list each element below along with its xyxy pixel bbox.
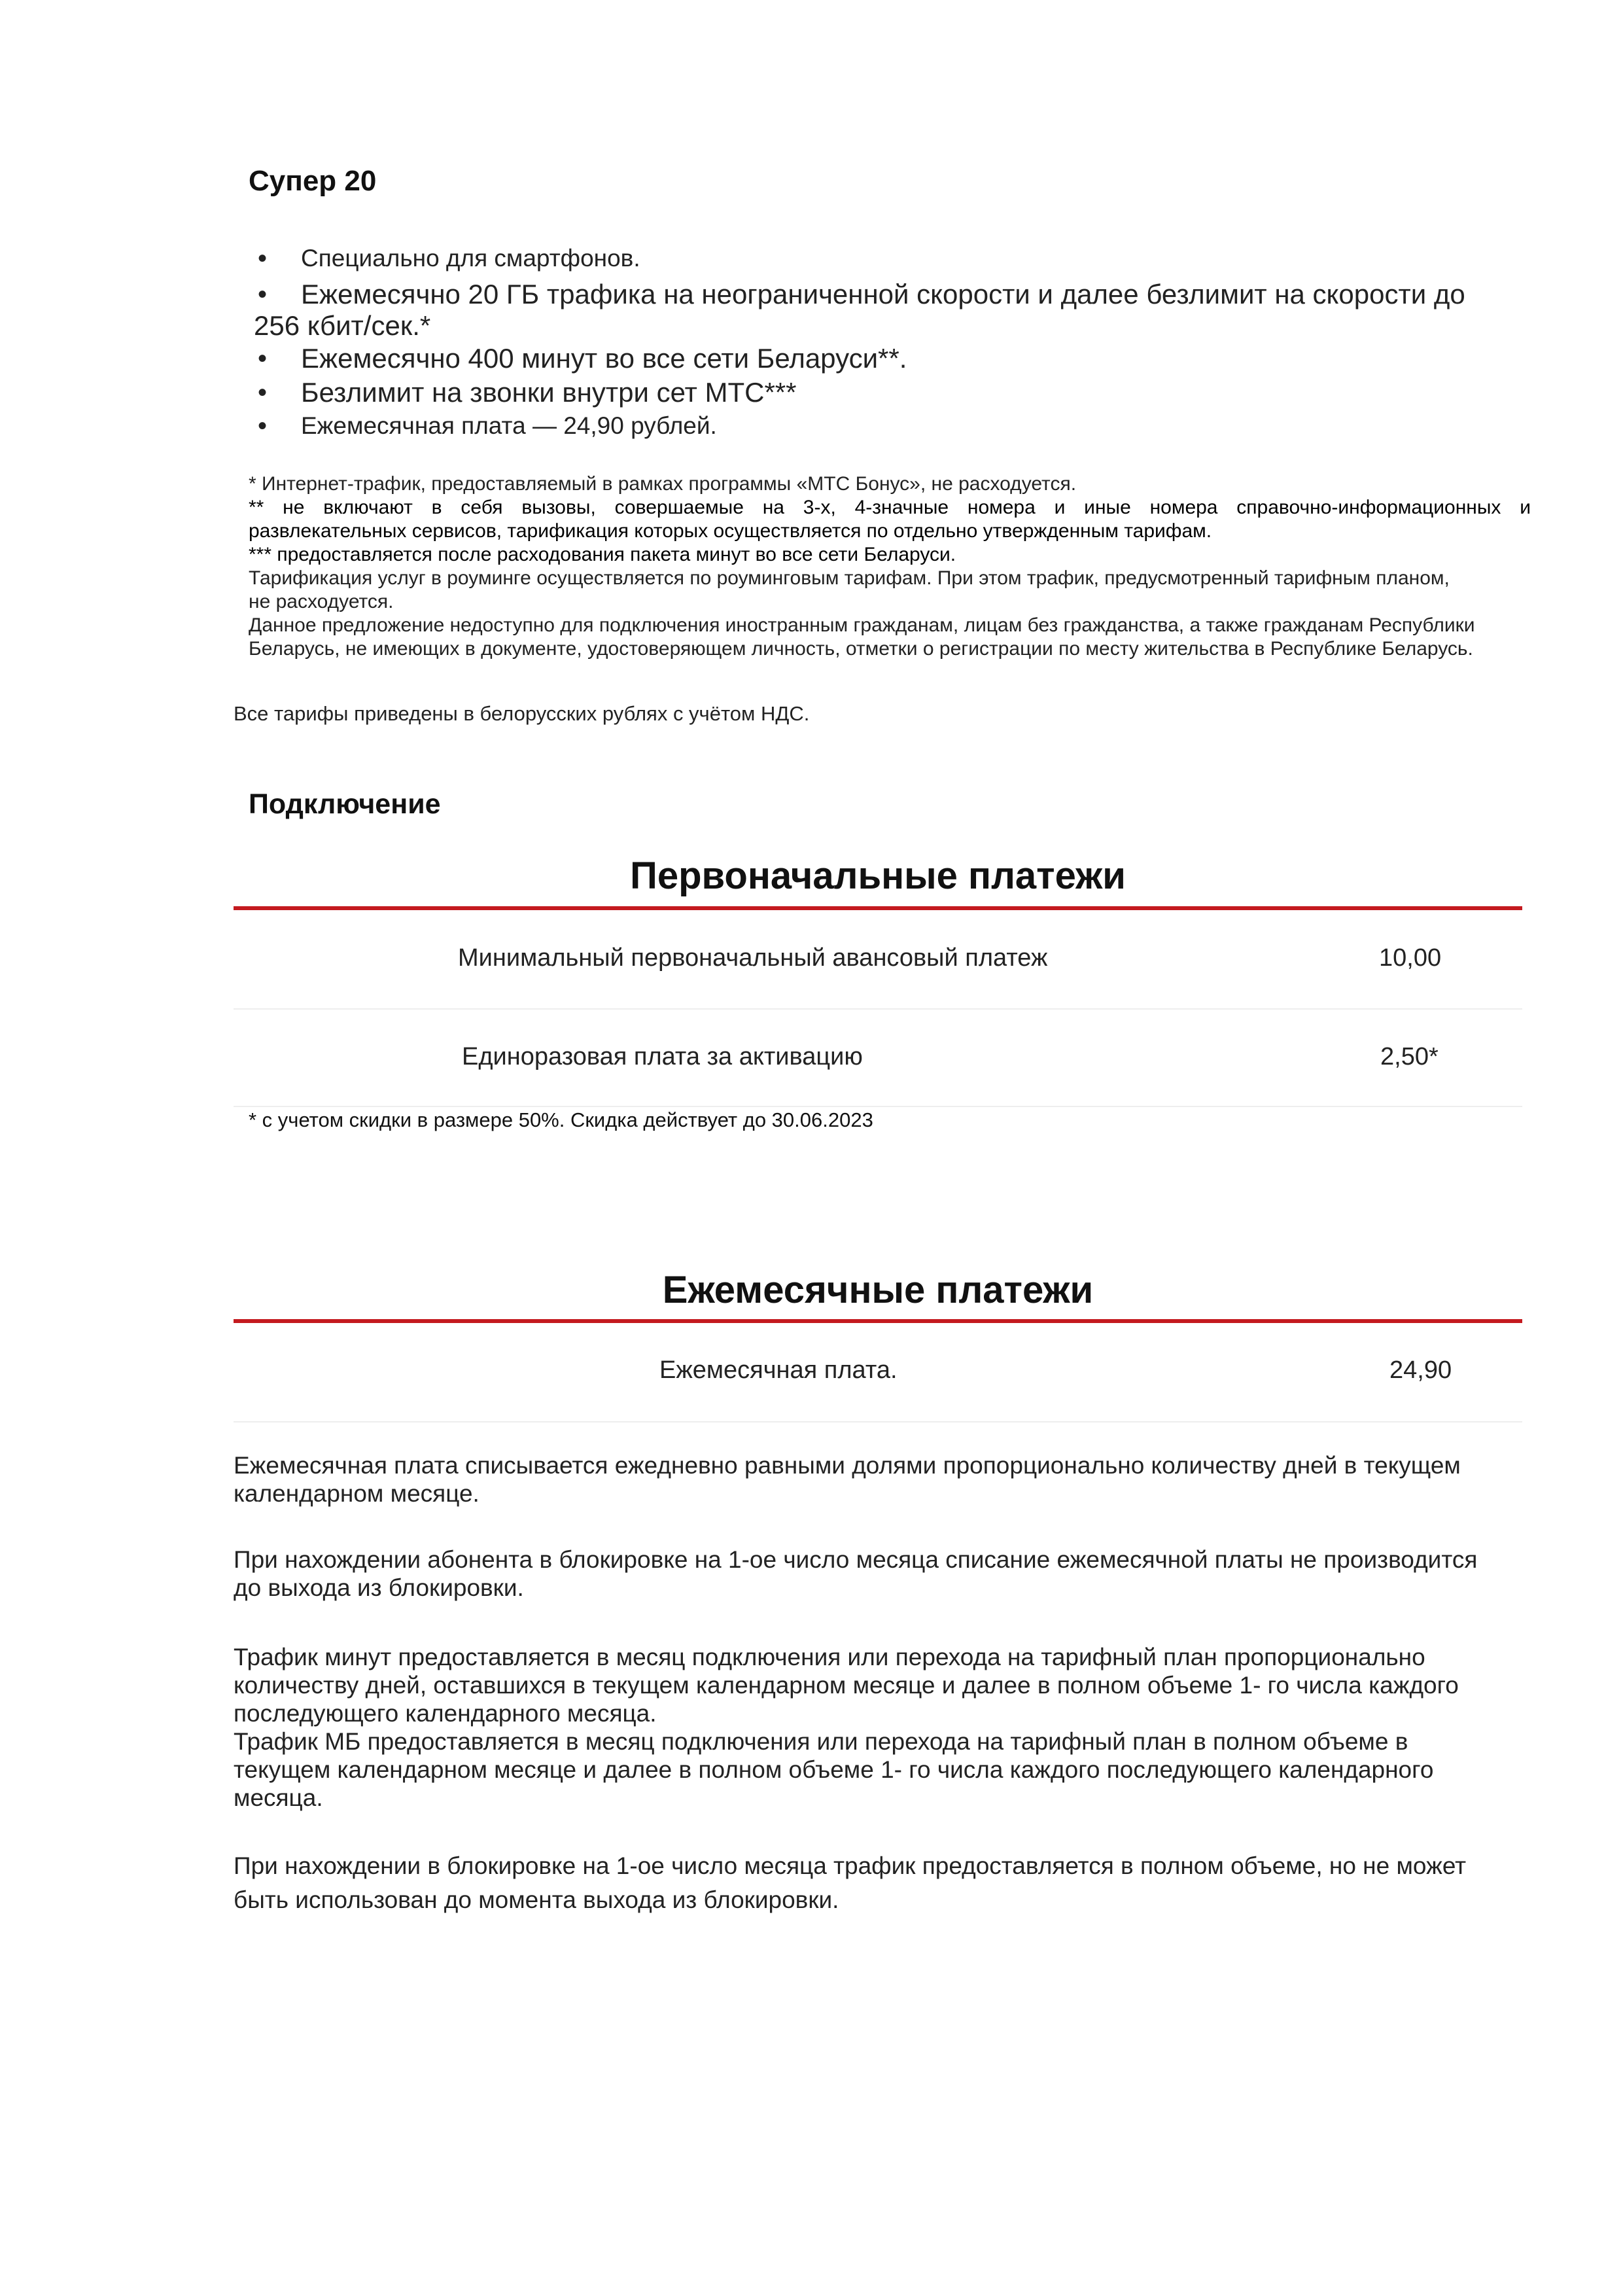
restriction-note-line-1: Данное предложение недоступно для подключения иностранным гражданам, лицам без гражданства, а также гражданам Республики: [249, 614, 1475, 636]
list-item: • Ежемесячная плата — 24,90 рублей.: [249, 410, 1544, 442]
initial-payments-divider: [234, 906, 1522, 910]
row-divider: [234, 1421, 1522, 1422]
initial-payments-title: Первоначальные платежи: [630, 855, 1126, 897]
discount-footnote: * с учетом скидки в размере 50%. Скидка действует до 30.06.2023: [249, 1108, 873, 1131]
roaming-note-line-1: Тарификация услуг в роуминге осуществляется по роуминговым тарифам. При этом трафик, предусмотренный тарифным планом,: [249, 567, 1450, 589]
roaming-note-line-2: не расходуется.: [249, 591, 394, 612]
footnotes-block: [249, 472, 1531, 661]
page-title: Супер 20: [249, 165, 377, 197]
bullet-icon: •: [258, 280, 268, 309]
bullet-icon: •: [258, 378, 268, 407]
paragraph-blocking-charge: При нахождении абонента в блокировке на 1-ое число месяца списание ежемесячной платы не производится до выхода из блокировки.: [234, 1546, 1478, 1601]
monthly-payments-divider: [234, 1319, 1522, 1323]
list-item: • Ежемесячно 400 минут во все сети Беларуси**.: [249, 342, 1544, 376]
row-divider: [234, 1008, 1522, 1010]
paragraph-traffic: Трафик минут предоставляется в месяц подключения или перехода на тарифный план пропорционально количеству дней, оставшихся в текущем календарном месяце и далее в полном объеме 1- го числа каждого последующего календарного месяца. Трафик МБ предоставляется в месяц подключения или перехода на тарифный план в полном объеме в текущем календарном месяце и далее в полном объеме 1- го числа каждого последующего календарного месяца.: [234, 1644, 1459, 1811]
footnote-2-line-1: ** не включают в себя вызовы, совершаемые на 3-х, 4-значные номера и иные номера справочно-информационных и: [249, 497, 1531, 518]
paragraph-blocking-traffic: При нахождении в блокировке на 1-ое число месяца трафик предоставляется в полном объеме, но не может быть использован до момента выхода из блокировки.: [234, 1852, 1467, 1913]
connection-heading: Подключение: [249, 788, 441, 820]
bullet-icon: •: [258, 344, 268, 373]
features-list: [249, 242, 1544, 442]
initial-row-1-label: Минимальный первоначальный авансовый платеж: [458, 944, 1048, 972]
vat-note: Все тарифы приведены в белорусских рублях с учётом НДС.: [234, 702, 810, 725]
monthly-row-1-label: Ежемесячная плата.: [659, 1356, 898, 1384]
bullet-icon: •: [258, 412, 268, 440]
initial-row-2-label: Единоразовая плата за активацию: [462, 1043, 863, 1070]
footnote-2-line-2: развлекательных сервисов, тарификация которых осуществляется по отдельно утвержденным тарифам.: [249, 520, 1212, 542]
list-item: • Безлимит на звонки внутри сет МТС***: [249, 376, 1544, 410]
monthly-payments-title: Ежемесячные платежи: [662, 1269, 1094, 1311]
restriction-note-line-2: Беларусь, не имеющих в документе, удостоверяющем личность, отметки о регистрации по месту жительства в Республике Беларусь.: [249, 638, 1473, 660]
monthly-row-1-value: 24,90: [1389, 1356, 1452, 1384]
initial-row-1-value: 10,00: [1379, 944, 1442, 972]
paragraph-daily-charge: Ежемесячная плата списывается ежедневно равными долями пропорционально количеству дней в текущем календарном месяце.: [234, 1452, 1461, 1507]
row-divider: [234, 1106, 1522, 1107]
footnote-3: *** предоставляется после расходования пакета минут во все сети Беларуси.: [249, 544, 956, 565]
initial-row-2-value: 2,50*: [1380, 1043, 1439, 1070]
footnote-1: * Интернет-трафик, предоставляемый в рамках программы «МТС Бонус», не расходуется.: [249, 473, 1077, 495]
list-item: • Ежемесячно 20 ГБ трафика на неограниченной скорости и далее безлимит на скорости до 256 кбит/сек.*: [254, 279, 1465, 341]
list-item: • Специально для смартфонов.: [249, 242, 1544, 275]
bullet-icon: •: [258, 244, 268, 273]
